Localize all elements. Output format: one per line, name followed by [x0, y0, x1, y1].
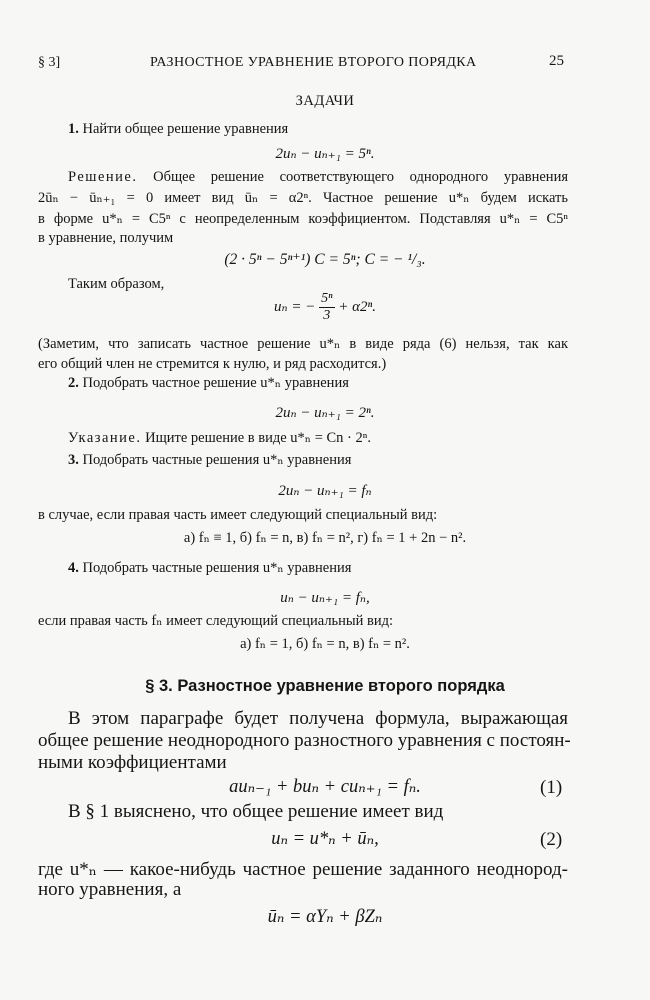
equation-2: uₙ = u*ₙ + ūₙ,: [271, 829, 379, 849]
problem-2-number: 2.: [68, 375, 79, 391]
tasks-heading: ЗАДАЧИ: [295, 93, 355, 109]
equation-3: ūₙ = αYₙ + βZₙ: [267, 907, 383, 927]
header-section-ref: § 3]: [38, 55, 61, 70]
problem-1-coefficient-equation: (2 · 5ⁿ − 5ⁿ⁺¹) C = 5ⁿ; C = − ¹/₃.: [224, 251, 426, 268]
equation-1: auₙ₋₁ + buₙ + cuₙ₊₁ = fₙ.: [229, 777, 421, 797]
problem-4-number: 4.: [68, 560, 79, 576]
problem-4-text: Подобрать частные решения u*ₙ уравнения: [82, 560, 352, 576]
header-title: РАЗНОСТНОЕ УРАВНЕНИЕ ВТОРОГО ПОРЯДКА: [150, 55, 477, 70]
problem-3-options: а) fₙ ≡ 1, б) fₙ = n, в) fₙ = n², г) fₙ = 1 + 2n − n².: [183, 530, 467, 546]
problem-2-hint: [68, 430, 371, 447]
problem-4-options: а) fₙ = 1, б) fₙ = n, в) fₙ = n².: [240, 636, 410, 652]
section-para-3-line-2: ного уравнения, а: [38, 879, 182, 900]
fraction: [319, 291, 334, 324]
problem-3-number: 3.: [68, 452, 79, 468]
section-para-1-line-1: В этом параграфе будет получена формула, выражающая: [68, 708, 568, 729]
problem-3-statement: [68, 452, 351, 469]
page-number: 25: [549, 53, 564, 69]
fraction-denominator: 3: [323, 308, 331, 323]
problem-4-equation: uₙ − uₙ₊₁ = fₙ,: [280, 590, 370, 606]
problem-1-text: Найти общее решение уравнения: [82, 121, 289, 137]
hint-text: Ищите решение в виде u*ₙ = Cn · 2ⁿ.: [145, 430, 371, 446]
equation-2-tag: (2): [540, 829, 563, 850]
solution-line-1-text: Общее решение соответствующего однородного уравнения: [153, 169, 568, 185]
section-para-2: В § 1 выяснено, что общее решение имеет вид: [68, 801, 444, 822]
fraction-numerator: 5ⁿ: [321, 291, 333, 306]
problem-1-number: 1.: [68, 121, 79, 137]
problem-1-solution-line-3: в форме u*ₙ = C5ⁿ с неопределенным коэффициентом. Подставляя u*ₙ = C5ⁿ: [38, 211, 568, 227]
general-solution-left: uₙ = −: [274, 298, 316, 315]
section-para-1-line-2: общее решение неоднородного разностного уравнения с постоян-: [38, 730, 571, 751]
section-title: § 3. Разностное уравнение второго порядка: [145, 677, 505, 695]
problem-2-statement: [68, 375, 349, 392]
hint-label: Указание.: [68, 430, 142, 446]
section-para-3-line-1: где u*ₙ — какое-нибудь частное решение заданного неоднород-: [38, 859, 568, 880]
problem-3-case: в случае, если правая часть имеет следующий специальный вид:: [38, 507, 438, 523]
problem-1-solution-line-1: [68, 169, 568, 186]
solution-label: Решение.: [68, 169, 138, 185]
problem-1-note-line-2: его общий член не стремится к нулю, и ряд расходится.): [38, 356, 387, 372]
problem-4-case: если правая часть fₙ имеет следующий специальный вид:: [38, 613, 394, 629]
problem-1-general-solution: [0, 291, 650, 324]
equation-1-tag: (1): [540, 777, 563, 798]
problem-3-equation: 2uₙ − uₙ₊₁ = fₙ: [278, 483, 372, 499]
problem-2-equation: 2uₙ − uₙ₊₁ = 2ⁿ.: [275, 405, 375, 421]
problem-2-text: Подобрать частное решение u*ₙ уравнения: [82, 375, 349, 391]
section-para-1-line-3: ными коэффициентами: [38, 752, 227, 773]
problem-4-statement: [68, 560, 351, 577]
problem-1-note-line-1: (Заметим, что записать частное решение u*ₙ в виде ряда (6) нельзя, так как: [38, 336, 568, 352]
general-solution-right: + α2ⁿ.: [338, 298, 376, 315]
problem-1-thus: Таким образом,: [68, 276, 165, 292]
problem-1-equation: 2uₙ − uₙ₊₁ = 5ⁿ.: [275, 146, 375, 162]
problem-1-solution-line-4: в уравнение, получим: [38, 230, 174, 246]
problem-3-text: Подобрать частные решения u*ₙ уравнения: [82, 452, 352, 468]
problem-1-statement: [68, 121, 288, 138]
problem-1-solution-line-2: 2ūₙ − ūₙ₊₁ = 0 имеет вид ūₙ = α2ⁿ. Частное решение u*ₙ будем искать: [38, 190, 568, 206]
